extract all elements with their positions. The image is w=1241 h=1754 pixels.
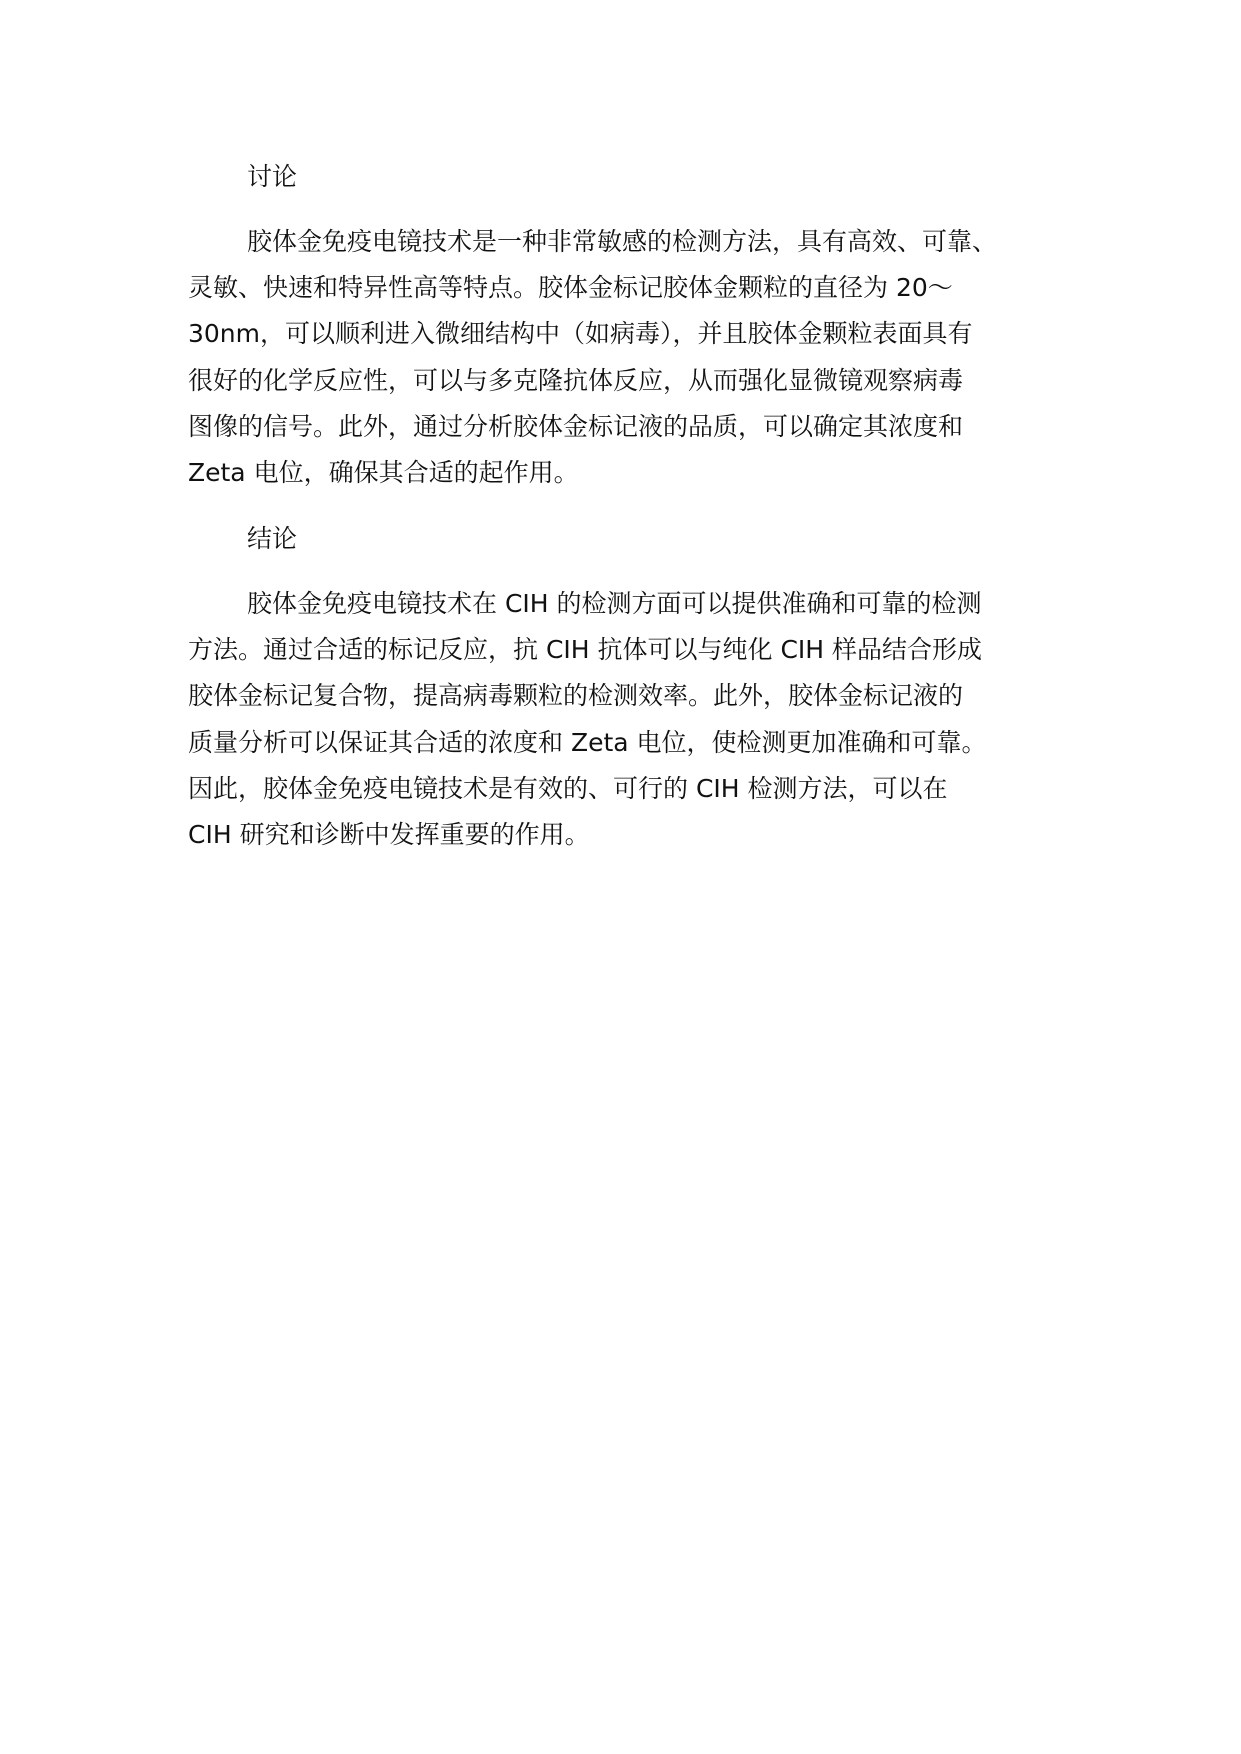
discussion-line-1: 胶体金免疫电镜技术是一种非常敏感的检测方法，具有高效、可靠、 <box>247 227 998 256</box>
discussion-line-4: 很好的化学反应性，可以与多克隆抗体反应，从而强化显微镜观察病毒 <box>188 366 964 395</box>
discussion-heading: 讨论 <box>247 162 298 191</box>
conclusion-heading: 结论 <box>247 524 298 553</box>
discussion-line-2: 灵敏、快速和特异性高等特点。胶体金标记胶体金颗粒的直径为 20～ <box>188 273 953 302</box>
conclusion-line-6: CIH 研究和诊断中发挥重要的作用。 <box>188 820 590 849</box>
conclusion-line-5: 因此，胶体金免疫电镜技术是有效的、可行的 CIH 检测方法，可以在 <box>188 774 948 803</box>
conclusion-line-1: 胶体金免疫电镜技术在 CIH 的检测方面可以提供准确和可靠的检测 <box>247 589 982 618</box>
conclusion-line-3: 胶体金标记复合物，提高病毒颗粒的检测效率。此外，胶体金标记液的 <box>188 681 964 710</box>
discussion-line-3: 30nm，可以顺利进入微细结构中（如病毒），并且胶体金颗粒表面具有 <box>188 319 973 348</box>
conclusion-line-4: 质量分析可以保证其合适的浓度和 Zeta 电位，使检测更加准确和可靠。 <box>188 728 987 757</box>
conclusion-line-2: 方法。通过合适的标记反应，抗 CIH 抗体可以与纯化 CIH 样品结合形成 <box>188 635 983 664</box>
discussion-line-5: 图像的信号。此外，通过分析胶体金标记液的品质，可以确定其浓度和 <box>188 412 964 441</box>
discussion-line-6: Zeta 电位，确保其合适的起作用。 <box>188 458 579 487</box>
